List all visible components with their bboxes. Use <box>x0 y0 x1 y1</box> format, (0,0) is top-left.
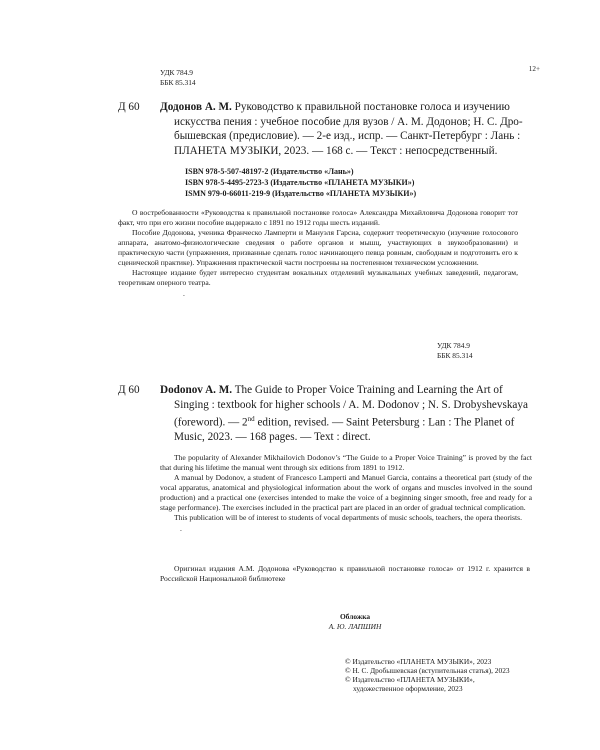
en-bibliographic-entry <box>160 383 560 445</box>
ru-abstract <box>118 208 518 300</box>
cover-credit <box>295 612 415 632</box>
page-number: 12+ <box>528 65 540 73</box>
ru-entry-line: бышевская (предисловие). — 2-е изд., испр. — Санкт-Петербург : Лань : <box>174 130 521 142</box>
isbn-lan: ISBN 978-5-507-48197-2 (Издательство «Лань») <box>185 167 354 176</box>
udk-code: УДК 784.9 <box>437 341 470 350</box>
copyright-line: © Издательство «ПЛАНЕТА МУЗЫКИ», <box>345 675 475 684</box>
ru-abstract-paragraph: О востребованности «Руководства к правильной постановке голоса» Александра Михайловича Додонова говорит тот факт, что при его жизни пособие выдержало с 1891 по 1912 годы шесть изданий. <box>118 208 518 227</box>
ismn-planeta: ISMN 979-0-66011-219-9 (Издательство «ПЛАНЕТА МУЗЫКИ») <box>185 189 417 198</box>
en-entry-title: The Guide to Proper Voice Training and Learning the Art of <box>234 384 503 396</box>
bbk-code: ББК 85.314 <box>437 350 473 360</box>
dot-mark: . <box>180 524 182 533</box>
ru-abstract-paragraph: Пособие Додонова, ученика Франческо Ламперти и Мануэля Гарсиа, содержит теоретическую (изучение голосового аппарата, анатомо-физиологические сведения о работе органов и мышц, участвующих в звукообразовании) и практическую части (упражнения, призванные сделать голос начинающего певца ровным, свободным и подготовить его к сценической практике). Упражнения практической части построены на постепенном техническом усложнении. <box>118 228 518 267</box>
en-entry-line: Singing : textbook for higher schools / A. M. Dodonov ; N. S. Drobyshevskaya <box>174 398 528 411</box>
en-abstract-paragraph: A manual by Dodonov, a student of Francesco Lamperti and Manuel Garcia, contains a theoretical part (study of the vocal apparatus, anatomical and physiological information about the work of organs and muscles involved in the sound production) and a practical one (exercises intended to make the voice of a beginning singer smooth, free and ready for a stage performance). The exercises included in the practical part are placed in an order of gradual technical complication. <box>160 473 532 512</box>
isbn-block <box>185 166 416 199</box>
classification-codes-top <box>160 68 196 87</box>
original-edition-note <box>160 564 530 584</box>
ru-entry-line: искусства пения : учебное пособие для вузов / А. М. Додонов; Н. С. Дро- <box>174 115 523 128</box>
bbk-code: ББК 85.314 <box>160 77 196 87</box>
en-entry-author: Dodonov A. M. <box>160 384 233 396</box>
ru-entry-title: Руководство к правильной постановке голоса и изучению <box>234 101 510 113</box>
ru-bibliographic-entry <box>160 100 560 158</box>
en-entry-code: Д 60 <box>118 384 140 396</box>
copyright-line: художественное оформление, 2023 <box>353 684 463 693</box>
isbn-planeta: ISBN 978-5-4495-2723-3 (Издательство «ПЛАНЕТА МУЗЫКИ») <box>185 178 415 187</box>
ru-entry-code: Д 60 <box>118 101 140 113</box>
udk-code: УДК 784.9 <box>160 68 193 77</box>
copyright-block <box>345 657 510 693</box>
en-abstract <box>160 453 532 535</box>
en-entry-line: (foreword). — 2nd edition, revised. — Saint Petersburg : Lan : The Planet of <box>174 415 515 429</box>
dot-mark: . <box>183 289 185 298</box>
en-abstract-paragraph: The popularity of Alexander Mikhailovich Dodonov’s “The Guide to a Proper Voice Training” is proved by the fact that during his lifetime the manual went through six editions from 1891 to 1912. <box>160 453 532 472</box>
ru-abstract-paragraph: Настоящее издание будет интересно студентам вокальных отделений музыкальных учебных заведений, педагогам, теоретикам оперного театра. <box>118 268 518 287</box>
copyright-line: © Н. С. Дробышевская (вступительная статья), 2023 <box>345 666 510 675</box>
cover-artist: А. Ю. ЛАПШИН <box>328 622 382 631</box>
cover-label: Обложка <box>339 612 371 621</box>
ru-entry-line: ПЛАНЕТА МУЗЫКИ, 2023. — 168 с. — Текст : непосредственный. <box>174 144 498 157</box>
ru-entry-author: Додонов А. М. <box>160 101 232 113</box>
original-note-text: Оригинал издания А.М. Додонова «Руководство к правильной постановке голоса» от 1912 г. хранится в Российской Национальной библиотеке <box>160 564 530 583</box>
en-abstract-paragraph: This publication will be of interest to students of vocal departments of music schools, teachers, the opera theorists. <box>174 513 522 522</box>
en-entry-line: Music, 2023. — 168 pages. — Text : direct. <box>174 431 371 444</box>
classification-codes-mid <box>437 341 473 360</box>
copyright-line: © Издательство «ПЛАНЕТА МУЗЫКИ», 2023 <box>345 657 492 666</box>
